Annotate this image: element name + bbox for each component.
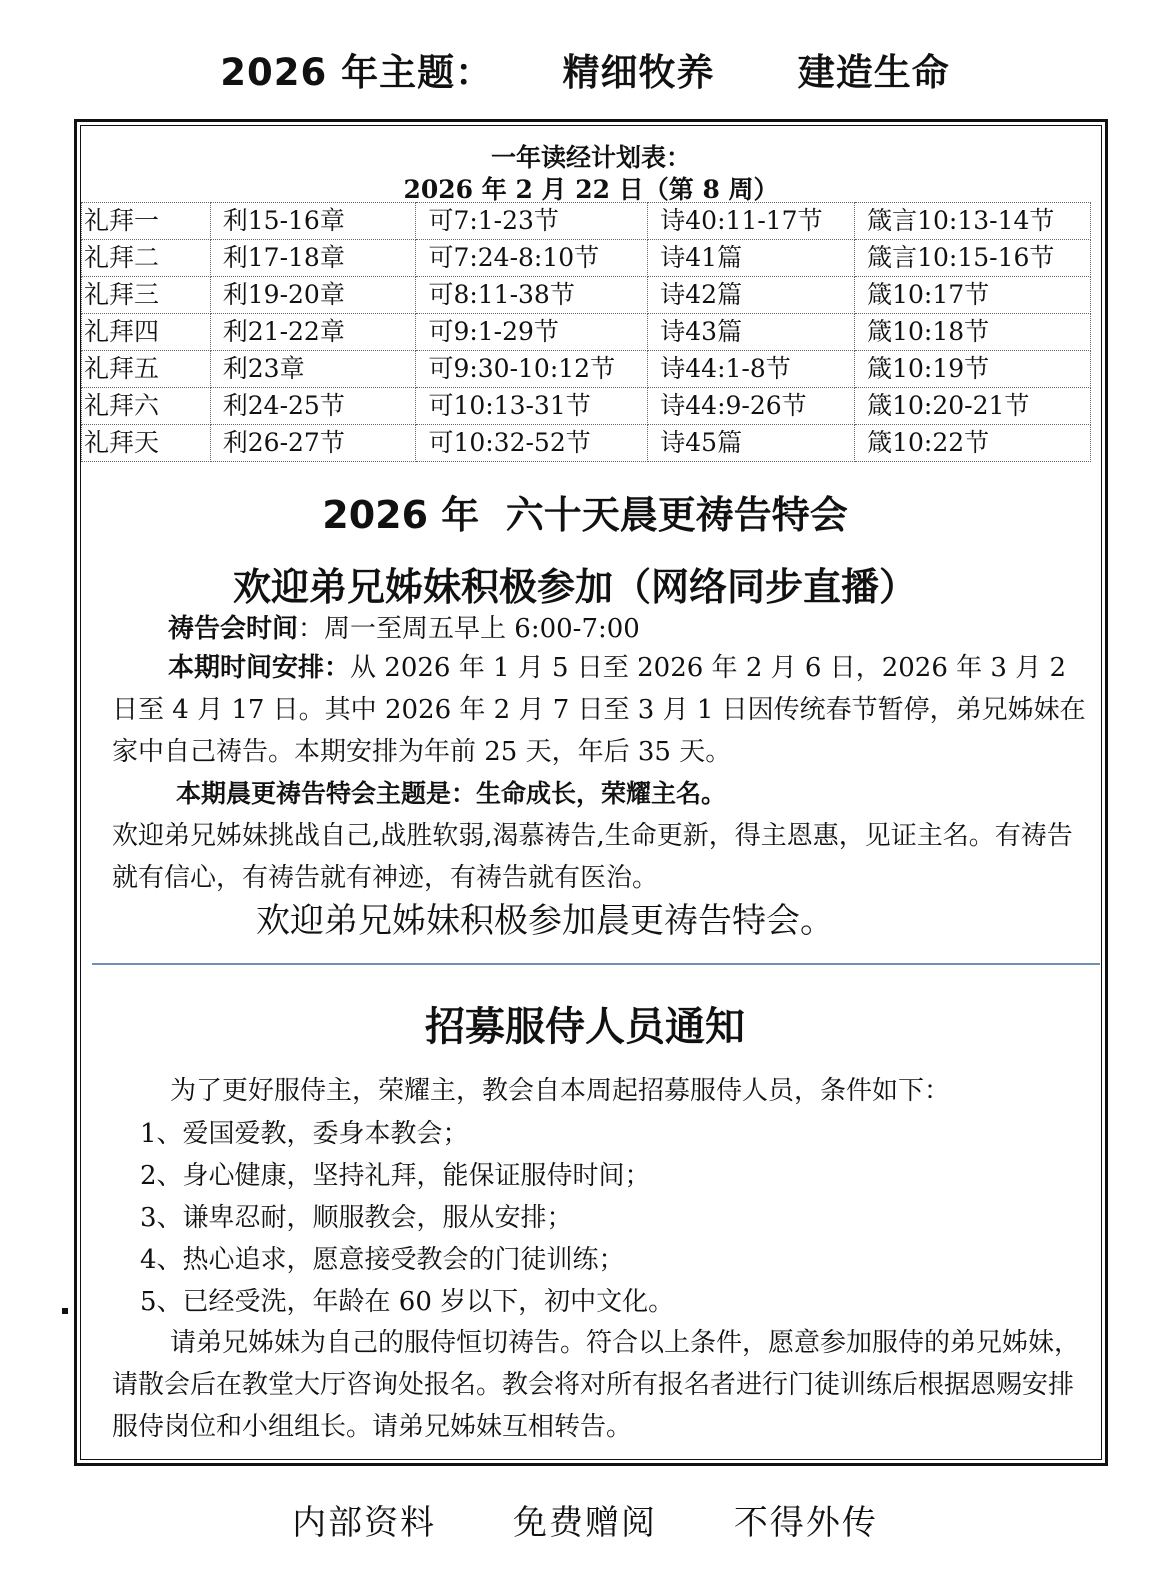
mark-cell: 可10:13-31节 [416, 388, 648, 425]
proverbs-cell: 箴10:19节 [855, 351, 1091, 388]
condition-item: 5、已经受洗，年龄在 60 岁以下，初中文化。 [140, 1287, 675, 1317]
day-cell: 礼拜一 [82, 203, 211, 240]
section-divider [92, 963, 1100, 965]
mark-cell: 可7:1-23节 [416, 203, 648, 240]
table-row [82, 240, 1091, 277]
day-cell: 礼拜二 [82, 240, 211, 277]
day-cell: 礼拜三 [82, 277, 211, 314]
prayer-schedule [112, 647, 1087, 773]
prayer-schedule-label: 本期时间安排： [168, 653, 351, 683]
day-cell: 礼拜天 [82, 425, 211, 462]
condition-item: 2、身心健康，坚持礼拜，能保证服侍时间； [140, 1161, 651, 1191]
psalms-cell: 诗45篇 [648, 425, 855, 462]
footer-notice: 内部资料 免费赠阅 不得外传 [292, 1503, 878, 1543]
prayer-meeting-title: 2026 年 六十天晨更祷告特会 [322, 493, 848, 537]
day-cell: 礼拜五 [82, 351, 211, 388]
prayer-theme-line: 本期晨更祷告特会主题是：生命成长，荣耀主名。 [176, 779, 727, 808]
leviticus-cell: 利15-16章 [210, 203, 416, 240]
prayer-body: 欢迎弟兄姊妹挑战自己,战胜软弱,渴慕祷告,生命更新，得主恩惠，见证主名。有祷告就有信心，有祷告就有神迹，有祷告就有医治。 [112, 821, 1073, 893]
annual-theme: 2026 年主题： 精细牧养 建造生命 [220, 51, 950, 94]
leviticus-cell: 利17-18章 [210, 240, 416, 277]
table-row [82, 425, 1091, 462]
psalms-cell: 诗41篇 [648, 240, 855, 277]
mark-cell: 可9:30-10:12节 [416, 351, 648, 388]
prayer-closing: 欢迎弟兄姊妹积极参加晨更祷告特会。 [256, 901, 834, 941]
recruitment-closing: 请弟兄姊妹为自己的服侍恒切祷告。符合以上条件，愿意参加服侍的弟兄姊妹，请散会后在教堂大厅咨询处报名。教会将对所有报名者进行门徒训练后根据恩赐安排服侍岗位和小组组长。请弟兄姊妹互相转告。 [112, 1328, 1081, 1442]
prayer-time-label: 祷告会时间 [168, 614, 299, 644]
prayer-time-value: ：周一至周五早上 6:00-7:00 [298, 614, 640, 644]
table-row [82, 351, 1091, 388]
table-row [82, 203, 1091, 240]
mark-cell: 可7:24-8:10节 [416, 240, 648, 277]
reading-plan-title: 一年读经计划表： [490, 143, 691, 172]
reading-plan-date: 2026 年 2 月 22 日（第 8 周） [403, 175, 779, 204]
psalms-cell: 诗43篇 [648, 314, 855, 351]
psalms-cell: 诗42篇 [648, 277, 855, 314]
stray-dot [62, 1308, 68, 1314]
leviticus-cell: 利19-20章 [210, 277, 416, 314]
mark-cell: 可10:32-52节 [416, 425, 648, 462]
psalms-cell: 诗44:1-8节 [648, 351, 855, 388]
proverbs-cell: 箴言10:15-16节 [855, 240, 1091, 277]
table-row [82, 277, 1091, 314]
day-cell: 礼拜四 [82, 314, 211, 351]
table-row [82, 388, 1091, 425]
leviticus-cell: 利24-25节 [210, 388, 416, 425]
psalms-cell: 诗44:9-26节 [648, 388, 855, 425]
prayer-time [112, 608, 1087, 650]
proverbs-cell: 箴10:17节 [855, 277, 1091, 314]
day-cell: 礼拜六 [82, 388, 211, 425]
recruitment-intro: 为了更好服侍主，荣耀主，教会自本周起招募服侍人员，条件如下： [170, 1076, 951, 1106]
prayer-schedule-value: 从 2026 年 1 月 5 日至 2026 年 2 月 6 日，2026 年 3 月 2 日至 4 月 17 日。其中 2026 年 2 月 7 日至 3 月 1 日因传统春节暂停，弟兄姊妹在家中自己祷告。本期安排为年前 25 天，年后 35 天。 [112, 653, 1086, 767]
psalms-cell: 诗40:11-17节 [648, 203, 855, 240]
mark-cell: 可9:1-29节 [416, 314, 648, 351]
proverbs-cell: 箴10:22节 [855, 425, 1091, 462]
proverbs-cell: 箴10:18节 [855, 314, 1091, 351]
leviticus-cell: 利23章 [210, 351, 416, 388]
condition-item: 3、谦卑忍耐，顺服教会，服从安排； [140, 1203, 573, 1233]
recruitment-title: 招募服侍人员通知 [425, 1004, 745, 1050]
condition-item: 4、热心追求，愿意接受教会的门徒训练； [140, 1245, 625, 1275]
table-row [82, 314, 1091, 351]
proverbs-cell: 箴言10:13-14节 [855, 203, 1091, 240]
prayer-meeting-subtitle: 欢迎弟兄姊妹积极参加（网络同步直播） [232, 565, 917, 609]
condition-item: 1、爱国爱教，委身本教会； [140, 1119, 469, 1149]
proverbs-cell: 箴10:20-21节 [855, 388, 1091, 425]
leviticus-cell: 利26-27节 [210, 425, 416, 462]
reading-plan-table [81, 202, 1091, 462]
mark-cell: 可8:11-38节 [416, 277, 648, 314]
leviticus-cell: 利21-22章 [210, 314, 416, 351]
